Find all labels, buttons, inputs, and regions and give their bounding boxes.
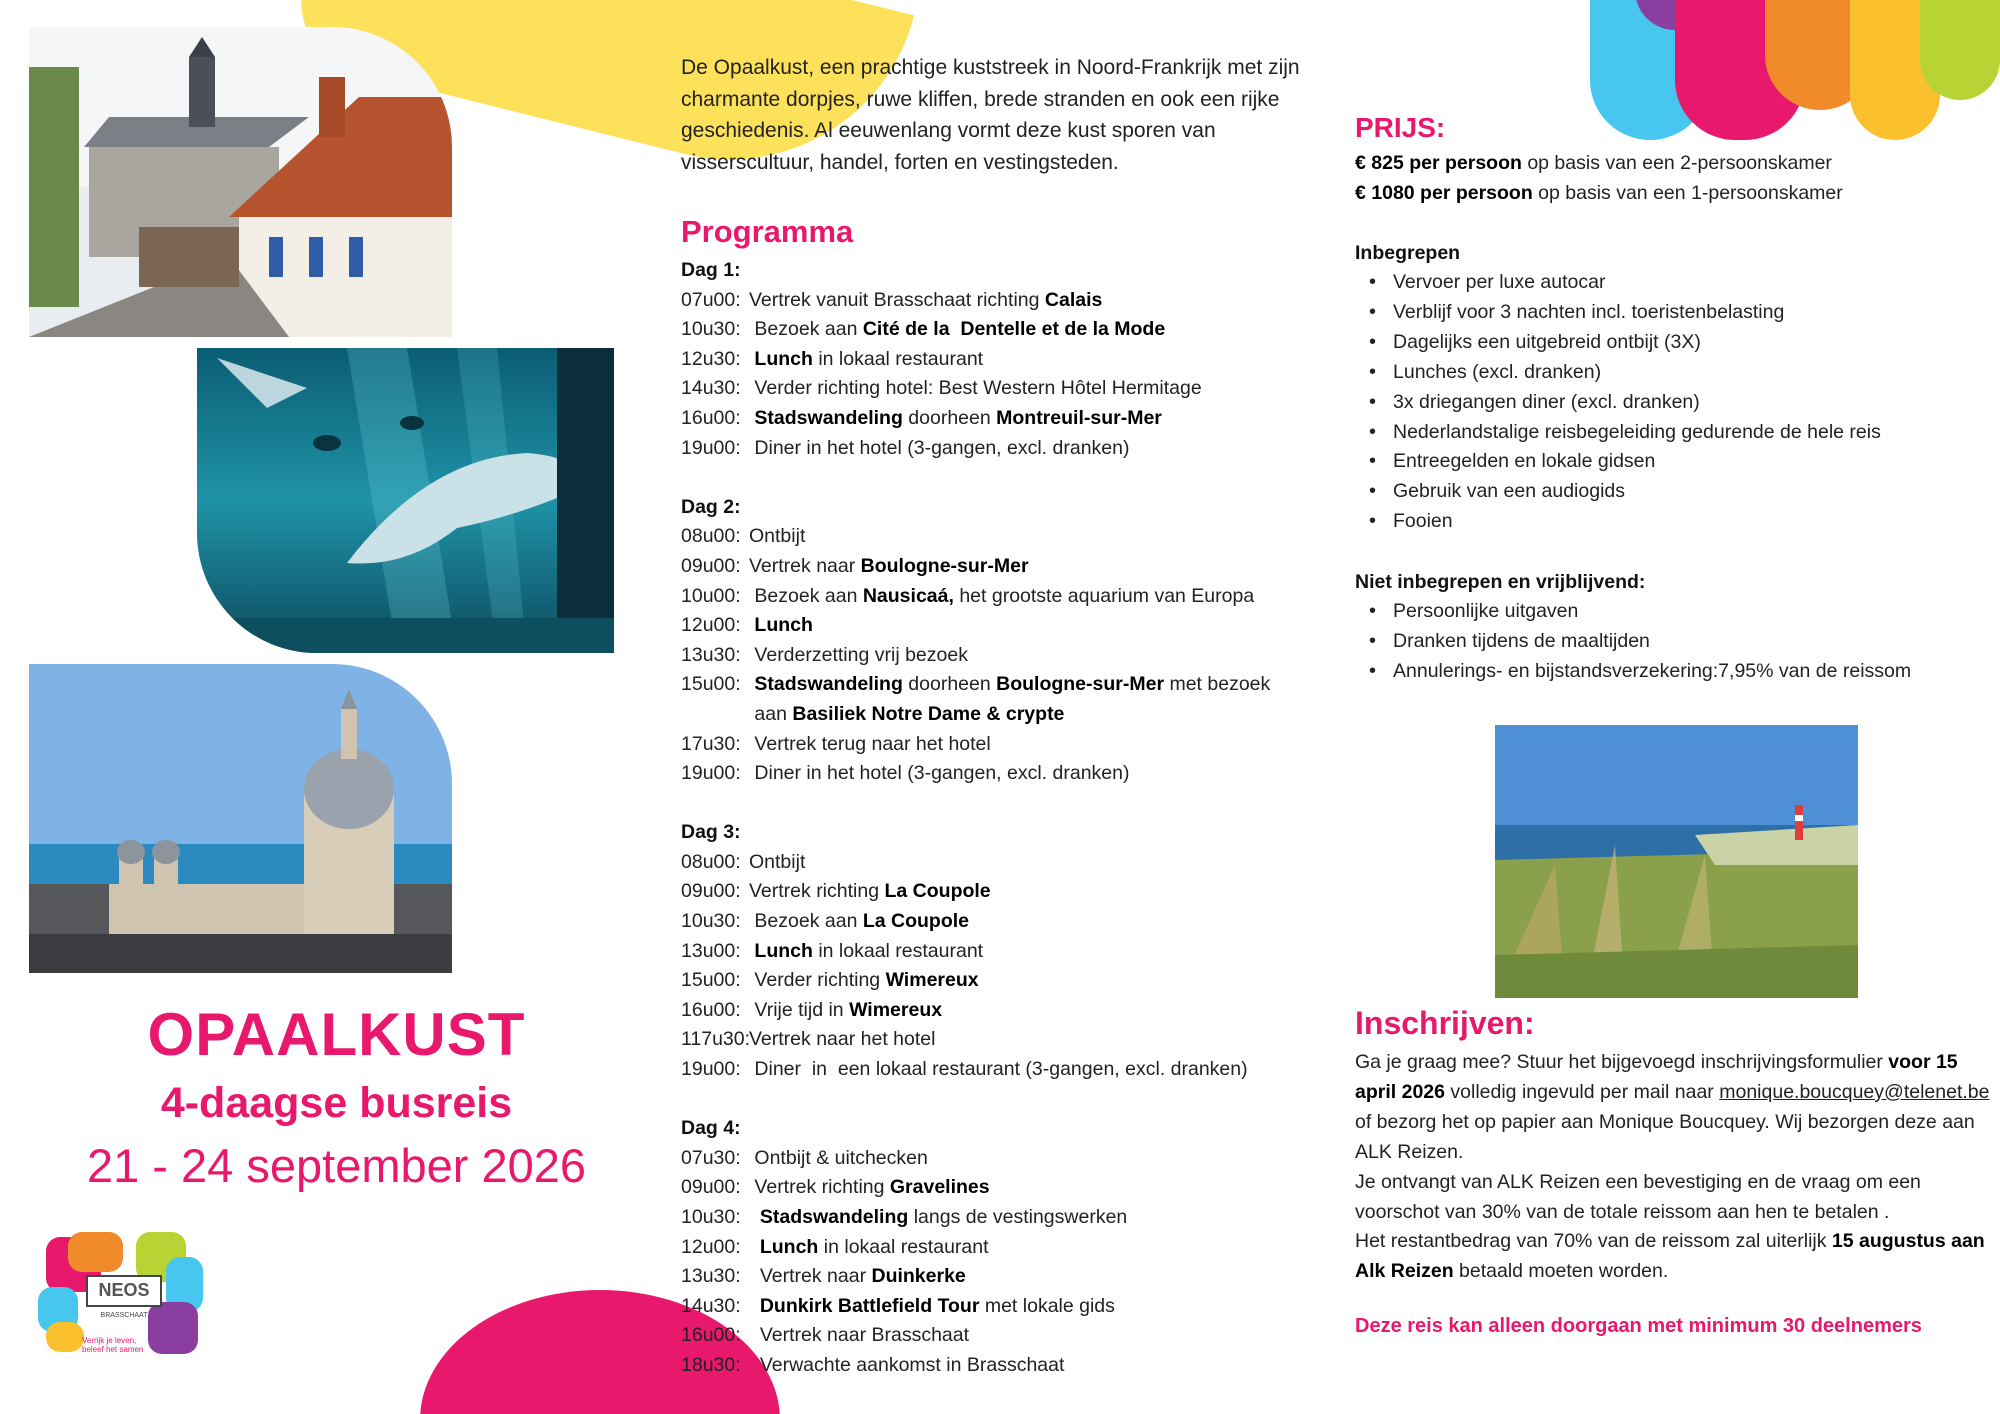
program-item bbox=[681, 1351, 1321, 1381]
program-text: Stadswandeling langs de vestingswerken bbox=[759, 1206, 1128, 1228]
program-text: Diner in het hotel (3-gangen, excl. dranken) bbox=[749, 436, 1130, 459]
program-time: 12u30: bbox=[681, 347, 741, 370]
list-item: • Dranken tijdens de maaltijden bbox=[1369, 627, 1995, 657]
program-time: 19u00: bbox=[681, 436, 741, 459]
program-day bbox=[681, 818, 1321, 1084]
program-item bbox=[681, 966, 1321, 996]
intro-paragraph: De Opaalkust, een prachtige kuststreek in Noord-Frankrijk met zijn charmante dorpjes, ruwe kliffen, brede stranden en ook een rijke geschiedenis. Al eeuwenlang vormt deze kust sporen van visserscultuur, handel, forten en vestingsteden. bbox=[681, 56, 1300, 174]
program-text: Diner in een lokaal restaurant (3-gangen, excl. dranken) bbox=[749, 1058, 1248, 1081]
day-label: Dag 1: bbox=[681, 259, 741, 281]
program-item bbox=[681, 641, 1321, 671]
program-time: 19u00: bbox=[681, 762, 741, 785]
logo-location: BRASSCHAAT bbox=[100, 1312, 148, 1319]
included-list bbox=[1369, 268, 1995, 537]
program-item bbox=[681, 434, 1321, 464]
logo-tagline: Verrijk je leven, beleef het samen bbox=[82, 1336, 144, 1354]
program-item bbox=[681, 611, 1321, 641]
program-time: 17u30: bbox=[681, 732, 741, 755]
program-time: 15u00: bbox=[681, 673, 741, 696]
included-heading: Inbegrepen bbox=[1355, 242, 1461, 264]
basilica-boulogne-photo bbox=[29, 664, 452, 973]
logo-wordmark: NEOS bbox=[86, 1275, 162, 1307]
program-time: 13u30: bbox=[681, 643, 741, 666]
program-time: 117u30: bbox=[681, 1028, 751, 1051]
program-item bbox=[681, 907, 1321, 937]
list-item: • Fooien bbox=[1369, 507, 1995, 537]
email-link[interactable]: monique.boucquey@telenet.be bbox=[1719, 1080, 1990, 1103]
list-item: • Persoonlijke uitgaven bbox=[1369, 597, 1995, 627]
program-text: Ontbijt bbox=[749, 525, 806, 548]
program-text: aan Basiliek Notre Dame & crypte bbox=[749, 702, 1065, 725]
program-text: Vertrek naar Brasschaat bbox=[749, 1324, 970, 1347]
list-item: • 3x driegangen diner (excl. dranken) bbox=[1369, 388, 1995, 418]
program-text: Vertrek vanuit Brasschaat richting Calais bbox=[749, 288, 1103, 311]
program-item bbox=[681, 1025, 1321, 1055]
list-item: • Verblijf voor 3 nachten incl. toeristenbelasting bbox=[1369, 298, 1995, 328]
program-day bbox=[681, 493, 1321, 789]
program-time: 16u00: bbox=[681, 1324, 741, 1347]
registration-paragraph-1: Ga je graag mee? Stuur het bijgevoegd inschrijvingsformulier voor 15 april 2026 volledig ingevuld per mail naar monique.boucquey@telenet.be of bezorg het op papier aan Monique Boucquey. Wij bezorgen deze aan ALK Reizen. bbox=[1355, 1051, 1990, 1163]
program-item bbox=[681, 730, 1321, 760]
day-label: Dag 4: bbox=[681, 1117, 741, 1140]
program-item bbox=[681, 937, 1321, 967]
program-item bbox=[681, 404, 1321, 434]
program-time: 12u00: bbox=[681, 614, 741, 637]
program-text: Vertrek naar het hotel bbox=[749, 1028, 936, 1051]
program-item bbox=[681, 759, 1321, 789]
program-column bbox=[681, 52, 1321, 1381]
program-item bbox=[681, 315, 1321, 345]
program-time: 10u30: bbox=[681, 318, 741, 341]
program-item bbox=[681, 552, 1321, 582]
program-time: 13u30: bbox=[681, 1265, 741, 1288]
program-time: 15u00: bbox=[681, 969, 741, 992]
program-item bbox=[681, 1203, 1321, 1233]
program-item bbox=[681, 700, 1321, 730]
program-time: 13u00: bbox=[681, 939, 741, 962]
minimum-participants-note: Deze reis kan alleen doorgaan met minimum 30 deelnemers bbox=[1355, 1315, 1922, 1338]
program-item bbox=[681, 522, 1321, 552]
page-subtitle: 4-daagse busreis bbox=[160, 1079, 513, 1127]
program-time: 07u30: bbox=[681, 1146, 741, 1169]
program-text: Ontbijt & uitchecken bbox=[749, 1146, 928, 1169]
program-text: Lunch bbox=[754, 614, 813, 637]
price-line: € 1080 per persoon op basis van een 1-persoonskamer bbox=[1355, 182, 1843, 204]
info-column bbox=[1355, 112, 1995, 687]
program-item bbox=[681, 1321, 1321, 1351]
village-street-photo bbox=[29, 27, 452, 337]
registration-paragraph-3: Het restantbedrag van 70% van de reissom zal uiterlijk 15 augustus aan Alk Reizen betaald moeten worden. bbox=[1355, 1230, 1985, 1283]
program-text: Diner in het hotel (3-gangen, excl. dranken) bbox=[749, 762, 1130, 785]
aquarium-manta-ray-photo bbox=[197, 348, 614, 653]
program-time: 09u00: bbox=[681, 1176, 741, 1199]
program-item bbox=[681, 670, 1321, 700]
program-text: Lunch in lokaal restaurant bbox=[759, 1235, 989, 1258]
trip-dates: 21 - 24 september 2026 bbox=[86, 1139, 587, 1192]
program-text: Stadswandeling doorheen Boulogne-sur-Mer met bezoek bbox=[754, 673, 1271, 696]
program-item bbox=[681, 286, 1321, 316]
day-label: Dag 2: bbox=[681, 495, 741, 518]
program-item bbox=[681, 1055, 1321, 1085]
program-text: Verderzetting vrij bezoek bbox=[749, 643, 968, 666]
program-text: Bezoek aan Nausicaá, het grootste aquarium van Europa bbox=[749, 584, 1255, 607]
program-time: 07u00: bbox=[681, 288, 741, 311]
program-time: 16u00: bbox=[681, 998, 741, 1021]
program-item bbox=[681, 996, 1321, 1026]
program-text: Stadswandeling doorheen Montreuil-sur-Mer bbox=[754, 406, 1162, 429]
program-text: Lunch in lokaal restaurant bbox=[754, 347, 984, 370]
program-item bbox=[681, 1292, 1321, 1322]
program-day bbox=[681, 1114, 1321, 1380]
price-lines bbox=[1355, 148, 1995, 208]
program-time: 10u00: bbox=[681, 584, 741, 607]
program-item bbox=[681, 345, 1321, 375]
price-line: € 825 per persoon op basis van een 2-persoonskamer bbox=[1355, 152, 1832, 174]
program-time: 14u30: bbox=[681, 377, 741, 400]
program-time: 10u30: bbox=[681, 1206, 741, 1228]
program-text: Verder richting hotel: Best Western Hôtel Hermitage bbox=[749, 377, 1202, 400]
not-included-list bbox=[1369, 597, 1995, 687]
program-text: Bezoek aan La Coupole bbox=[749, 910, 970, 933]
program-heading: Programma bbox=[681, 214, 854, 249]
program-time: 09u00: bbox=[681, 554, 741, 577]
not-included-heading: Niet inbegrepen en vrijblijvend: bbox=[1355, 571, 1646, 594]
list-item: • Dagelijks een uitgebreid ontbijt (3X) bbox=[1369, 328, 1995, 358]
program-text: Lunch in lokaal restaurant bbox=[754, 939, 984, 962]
program-time: 12u00: bbox=[681, 1235, 741, 1258]
list-item: • Gebruik van een audiogids bbox=[1369, 477, 1995, 507]
program-item bbox=[681, 848, 1321, 878]
list-item: • Vervoer per luxe autocar bbox=[1369, 268, 1995, 298]
program-text: Vertrek naar Boulogne-sur-Mer bbox=[749, 554, 1029, 577]
program-text: Bezoek aan Cité de la Dentelle et de la Mode bbox=[749, 318, 1166, 341]
program-item bbox=[681, 1233, 1321, 1263]
program-time: 16u00: bbox=[681, 406, 741, 429]
neos-logo bbox=[38, 1232, 203, 1357]
program-time: 10u30: bbox=[681, 910, 741, 933]
program-time: 19u00: bbox=[681, 1058, 741, 1081]
dunes-lighthouse-photo bbox=[1495, 725, 1858, 998]
program-time: 18u30: bbox=[681, 1353, 741, 1376]
program-days bbox=[681, 256, 1321, 1381]
program-day bbox=[681, 256, 1321, 463]
registration-heading: Inschrijven: bbox=[1355, 1005, 1535, 1041]
program-time: 08u00: bbox=[681, 850, 741, 873]
program-item bbox=[681, 1144, 1321, 1174]
page-title: OPAALKUST bbox=[147, 1001, 526, 1068]
program-time: 08u00: bbox=[681, 525, 741, 548]
list-item: • Nederlandstalige reisbegeleiding gedurende de hele reis bbox=[1369, 418, 1995, 448]
program-text: Verder richting Wimereux bbox=[749, 969, 979, 992]
day-label: Dag 3: bbox=[681, 821, 741, 844]
program-text: Ontbijt bbox=[749, 850, 806, 873]
list-item: • Annulerings- en bijstandsverzekering:7,95% van de reissom bbox=[1369, 657, 1995, 687]
program-item bbox=[681, 582, 1321, 612]
program-text: Vertrek naar Duinkerke bbox=[749, 1265, 966, 1288]
program-text: Vertrek terug naar het hotel bbox=[749, 732, 991, 755]
program-text: Vertrek richting Gravelines bbox=[749, 1176, 990, 1199]
program-item bbox=[681, 374, 1321, 404]
program-text: Verwachte aankomst in Brasschaat bbox=[749, 1353, 1065, 1376]
program-time: 09u00: bbox=[681, 880, 741, 903]
program-text: Dunkirk Battlefield Tour met lokale gids bbox=[759, 1294, 1115, 1317]
trip-title-block bbox=[29, 1000, 644, 1193]
program-time: 14u30: bbox=[681, 1294, 741, 1317]
list-item: • Entreegelden en lokale gidsen bbox=[1369, 447, 1995, 477]
program-text: Vrije tijd in Wimereux bbox=[749, 998, 943, 1021]
registration-paragraph-2: Je ontvangt van ALK Reizen een bevestiging en de vraag om een voorschot van 30% van de totale reissom aan hen te betalen . bbox=[1355, 1170, 1921, 1223]
program-item bbox=[681, 1173, 1321, 1203]
price-heading: PRIJS: bbox=[1355, 112, 1446, 143]
program-time bbox=[681, 700, 749, 730]
registration-section bbox=[1355, 1005, 1995, 1338]
program-text: Vertrek richting La Coupole bbox=[749, 880, 991, 903]
list-item: • Lunches (excl. dranken) bbox=[1369, 358, 1995, 388]
program-item bbox=[681, 1262, 1321, 1292]
program-item bbox=[681, 877, 1321, 907]
